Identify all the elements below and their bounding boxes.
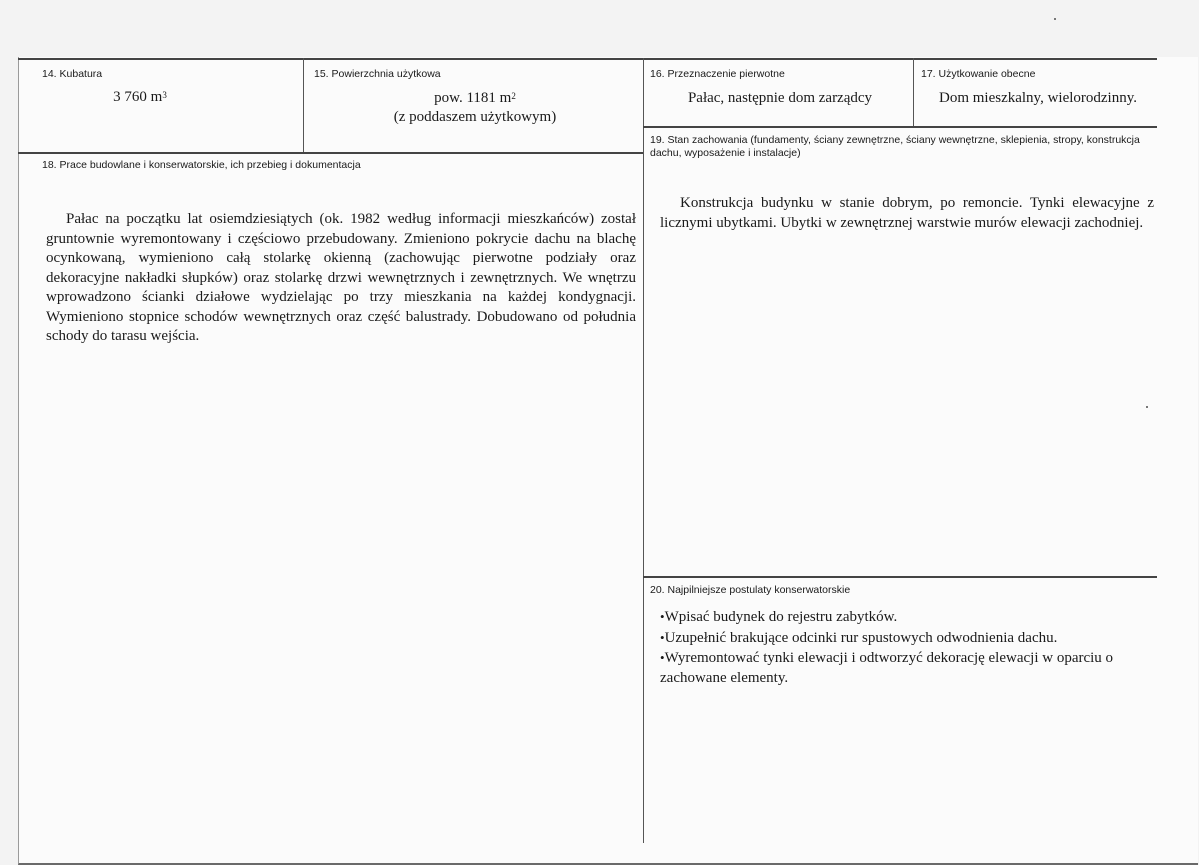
powierzchnia-value: pow. 1181 $m^2$ (z poddaszem użytkowym)	[393, 90, 557, 125]
scan-speck	[1146, 406, 1148, 408]
scan-speck	[1054, 18, 1056, 20]
divider-16-17	[913, 58, 914, 126]
postulat-item: • Uzupełnić brakujące odcinki rur spustowych odwodnienia dachu.	[660, 628, 1154, 649]
rule-above-20	[643, 576, 1157, 578]
kubatura-value: 3 760 $m^3$	[113, 89, 167, 105]
divider-main	[643, 58, 644, 843]
postulat-item: • Wpisać budynek do rejestru zabytków.	[660, 607, 1154, 628]
prace-text: Pałac na początku lat osiemdziesiątych (ok. 1982 według informacji mieszkańców) został gruntownie wyremontowany i częściowo przebudowany. Zmieniono pokrycie dachu na blachę ocynkowaną, wymieniono całą stolarkę okienną (zachowując pierwotne podziały oraz dekoracyjne nakładki słupków) oraz stolarkę drzwi wewnętrznych i zewnętrznych. We wnętrzu wprowadzono ścianki działowe wydzielając po trzy mieszkania na każdej kondygnacji. Wymieniono stopnice schodów wewnętrznych oraz część balustrady. Dobudowano od południa schody do tarasu wejścia.	[46, 211, 636, 344]
postulat-item: • Wyremontować tynki elewacji i odtworzyć dekorację elewacji w oparciu o zachowane elementy.	[660, 648, 1154, 688]
record-card	[18, 57, 1198, 865]
rule-above-19	[643, 126, 1157, 128]
prace-label: 18. Prace budowlane i konserwatorskie, ich przebieg i dokumentacja	[42, 159, 361, 171]
top-rule	[18, 58, 1157, 60]
przeznaczenie-value: Pałac, następnie dom zarządcy	[687, 90, 873, 106]
rule-above-18	[18, 152, 643, 154]
uzytkowanie-value: Dom mieszkalny, wielorodzinny.	[938, 90, 1137, 106]
postulaty-label: 20. Najpilniejsze postulaty konserwatorskie	[650, 584, 851, 596]
stan-text: Konstrukcja budynku w stanie dobrym, po remoncie. Tynki elewacyjne z licznymi ubytkami. Ubytki w zewnętrznej warstwie murów elewacji zachodniej.	[660, 195, 1154, 231]
postulaty-list	[660, 607, 1154, 688]
powierzchnia-label: 15. Powierzchnia użytkowa	[314, 68, 441, 80]
stan-label: 19. Stan zachowania (fundamenty, ściany zewnętrzne, ściany wewnętrzne, sklepienia, stropy, konstrukcja dachu, wyposażenie i instalacje)	[650, 134, 1140, 159]
kubatura-label: 14. Kubatura	[42, 68, 103, 80]
przeznaczenie-label: 16. Przeznaczenie pierwotne	[650, 68, 785, 80]
uzytkowanie-label: 17. Użytkowanie obecne	[921, 68, 1036, 80]
divider-14-15	[303, 58, 304, 153]
